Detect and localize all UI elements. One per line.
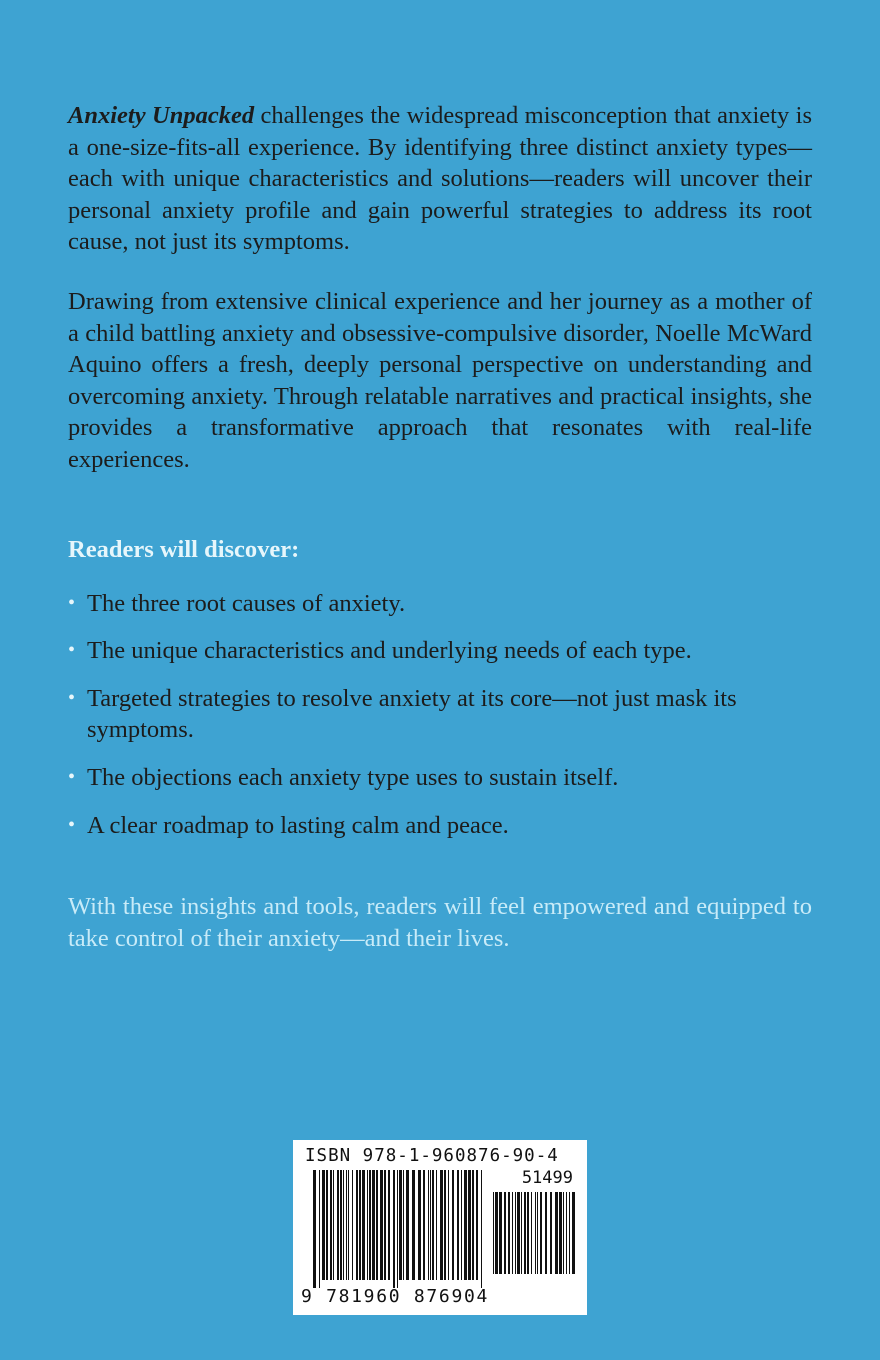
barcode-bar [563,1192,564,1274]
ean-barcode-bars [313,1170,485,1288]
barcode-bar [521,1192,522,1274]
barcode-bar [330,1170,332,1280]
barcode-bar [384,1170,386,1280]
barcode-bar [418,1170,421,1280]
barcode-bar [531,1192,532,1274]
barcode-bar [569,1192,570,1274]
barcode-bar [346,1170,347,1280]
barcode-bar [452,1170,454,1280]
barcode-bar [555,1192,558,1274]
barcode-bar [464,1170,467,1280]
barcode-bar [527,1192,529,1274]
barcode-bar [313,1170,316,1288]
intro-text: challenges the widespread misconception that anxiety is a one-size-fits-all experience. By identifying three distinct anxiety types—each with unique characteristics and solutions—readers will uncover their personal anxiety profile and gain powerful strategies to address its root cause, not just its symptoms. [68,102,812,256]
barcode-bar [559,1192,562,1274]
barcode-bar [423,1170,425,1280]
list-item: • The three root causes of anxiety. [68,588,812,620]
barcode-bar [372,1170,375,1280]
closing-paragraph: With these insights and tools, readers will feel empowered and equipped to take control of their anxiety—and their lives. [68,893,812,952]
barcode-bar [430,1170,431,1280]
barcode-bar [333,1170,334,1280]
barcode-bar [319,1170,320,1288]
barcode-bar [476,1170,478,1280]
barcode-bar [436,1170,437,1280]
barcode-bar [508,1192,510,1274]
barcode-bar [457,1170,459,1280]
barcode-bar [512,1192,513,1274]
barcode-bar [397,1170,398,1288]
barcode-bar [444,1170,446,1280]
barcode-bar [337,1170,339,1280]
barcode-bar [537,1192,538,1274]
barcode-bar [550,1192,552,1274]
barcode-digits: 9 781960 876904 [301,1286,490,1307]
barcode-bar [359,1170,361,1280]
barcode-bar [515,1192,516,1274]
barcode-bar [495,1192,498,1274]
bullet-icon: • [68,591,76,614]
list-item: • The objections each anxiety type uses to sustain itself. [68,762,812,794]
bullet-icon: • [68,639,76,662]
isbn-label: ISBN 978-1-960876-90-4 [305,1146,559,1166]
barcode-bar [524,1192,526,1274]
discover-heading: Readers will discover: [68,535,300,563]
barcode-bar [461,1170,462,1280]
barcode-bar [481,1170,482,1288]
barcode-bar [468,1170,471,1280]
barcode-bar [362,1170,365,1280]
barcode-bar [499,1192,502,1274]
list-item: • A clear roadmap to lasting calm and peace. [68,810,812,842]
bullet-icon: • [68,813,76,836]
barcode-bar [340,1170,342,1280]
bullet-list [68,588,812,842]
barcode-bar [440,1170,443,1280]
barcode-bar [504,1192,506,1274]
book-title: Anxiety Unpacked [68,102,255,129]
barcode-bar [356,1170,358,1280]
barcode-bar [493,1192,494,1274]
barcode-bar [369,1170,371,1280]
barcode-bar [399,1170,402,1280]
bullet-icon: • [68,765,76,788]
barcode-bar [367,1170,368,1280]
barcode-bar [326,1170,328,1280]
price-barcode-bars [493,1192,575,1282]
barcode-bar [380,1170,383,1280]
barcode-bar [406,1170,409,1280]
barcode-bar [352,1170,353,1280]
barcode-bar [403,1170,404,1280]
barcode-bar [535,1192,536,1274]
barcode-bar [566,1192,567,1274]
intro-paragraph [68,100,812,258]
author-paragraph: Drawing from extensive clinical experience and her journey as a mother of a child battling anxiety and obsessive-compulsive disorder, Noelle McWard Aquino offers a fresh, deeply personal perspective on understanding and overcoming anxiety. Through relatable narratives and practical insights, she provides a transformative approach that resonates with real-life experiences. [68,287,812,473]
barcode-bar [545,1192,547,1274]
back-cover-text [68,100,812,954]
list-item: • The unique characteristics and underlying needs of each type. [68,635,812,667]
list-item: • Targeted strategies to resolve anxiety at its core—not just mask its symptoms. [68,684,737,744]
barcode-bar [572,1192,575,1274]
barcode-bar [343,1170,344,1280]
barcode-bar [448,1170,449,1280]
barcode-bar [376,1170,378,1280]
barcode-bar [428,1170,429,1280]
barcode [293,1140,587,1315]
barcode-bar [388,1170,390,1280]
barcode-bar [472,1170,474,1280]
barcode-bar [412,1170,415,1280]
barcode-bar [393,1170,395,1288]
price-code: 51499 [521,1168,573,1188]
barcode-bar [517,1192,520,1274]
barcode-bar [432,1170,434,1280]
barcode-bar [348,1170,349,1280]
barcode-bar [540,1192,542,1274]
bullet-icon: • [68,686,76,709]
barcode-bar [322,1170,325,1280]
